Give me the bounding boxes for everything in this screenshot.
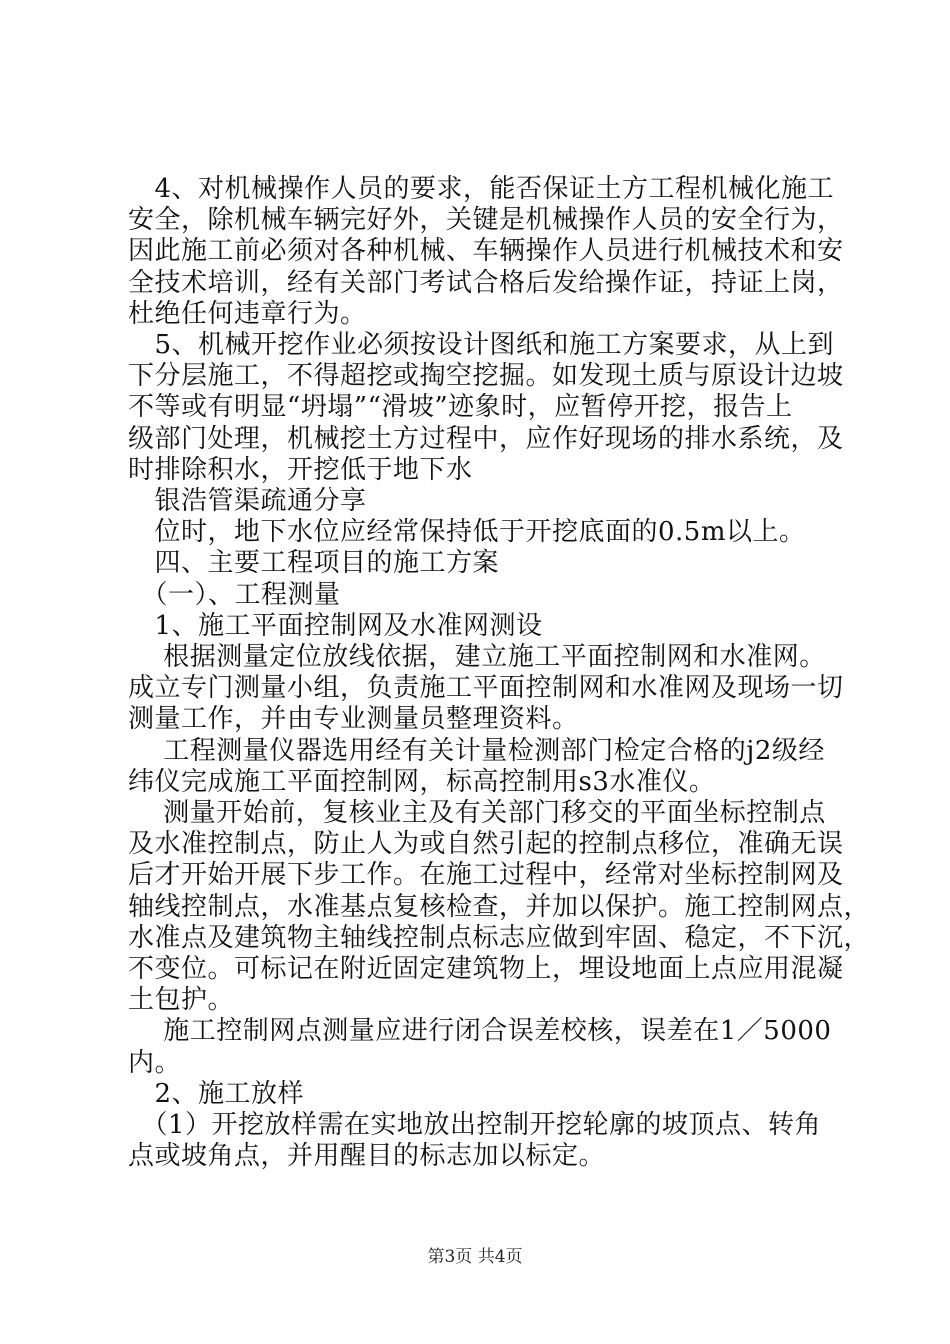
text-line: 时排除积水，开挖低于地下水	[128, 454, 473, 485]
text-line: 成立专门测量小组，负责施工平面控制网和水准网及现场一切	[128, 673, 844, 704]
text-line: 5、机械开挖作业必须按设计图纸和施工方案要求，从上到	[128, 330, 835, 360]
text-line: 及水准控制点，防止人为或自然引起的控制点移位，准确无误	[128, 829, 844, 860]
text-line: 后才开始开展下步工作。在施工过程中，经常对坐标控制网及	[128, 860, 844, 891]
text-line: 因此施工前必须对各种机械、车辆操作人员进行机械技术和安	[128, 236, 844, 267]
text-line: 位时，地下水位应经常保持低于开挖底面的0.5m以上。	[128, 517, 806, 548]
item-heading: 2、施工放样	[128, 1078, 305, 1109]
page-number: 第3页 共4页	[427, 1247, 523, 1267]
text-line: 银浩管渠疏通分享	[128, 486, 367, 516]
text-line: 测量开始前，复核业主及有关部门移交的平面坐标控制点	[128, 798, 826, 828]
text-line: 安全，除机械车辆完好外，关键是机械操作人员的安全行为，	[128, 205, 844, 236]
text-line: 点或坡角点，并用醒目的标志加以标定。	[128, 1141, 606, 1172]
section-heading: 四、主要工程项目的施工方案	[128, 548, 500, 579]
text-line: 轴线控制点，水准基点复核检查，并加以保护。施工控制网点，	[128, 891, 871, 922]
text-line: 不变位。可标记在附近固定建筑物上，埋设地面上点应用混凝	[128, 954, 844, 984]
text-line: 级部门处理，机械挖土方过程中，应作好现场的排水系统，及	[128, 423, 844, 454]
text-line: 测量工作，并由专业测量员整理资料。	[128, 704, 579, 735]
subsection-heading: （一）、工程测量	[128, 579, 341, 610]
text-line: 土包护。	[128, 985, 235, 1016]
text-line: 4、对机械操作人员的要求，能否保证土方工程机械化施工	[128, 174, 835, 204]
text-line: 内。	[128, 1047, 182, 1078]
text-line: 水准点及建筑物主轴线控制点标志应做到牢固、稳定，不下沉，	[128, 922, 871, 953]
text-line: 纬仪完成施工平面控制网，标高控制用s3水准仪。	[128, 766, 716, 797]
text-line: 根据测量定位放线依据，建立施工平面控制网和水准网。	[128, 642, 826, 672]
text-line: 下分层施工，不得超挖或掏空挖掘。如发现土质与原设计边坡	[128, 361, 844, 392]
text-line: （1）开挖放样需在实地放出控制开挖轮廓的坡顶点、转角	[128, 1110, 822, 1140]
item-heading: 1、施工平面控制网及水准网测设	[128, 610, 543, 641]
text-line: 杜绝任何违章行为。	[128, 298, 367, 329]
text-line: 全技术培训，经有关部门考试合格后发给操作证，持证上岗，	[128, 267, 844, 298]
text-line: 工程测量仪器选用经有关计量检测部门检定合格的j2级经	[128, 735, 825, 766]
text-line: 施工控制网点测量应进行闭合误差校核，误差在1／5000	[128, 1016, 832, 1047]
text-line: 不等或有明显“坍塌”“滑坡”迹象时，应暂停开挖，报告上	[128, 392, 793, 423]
